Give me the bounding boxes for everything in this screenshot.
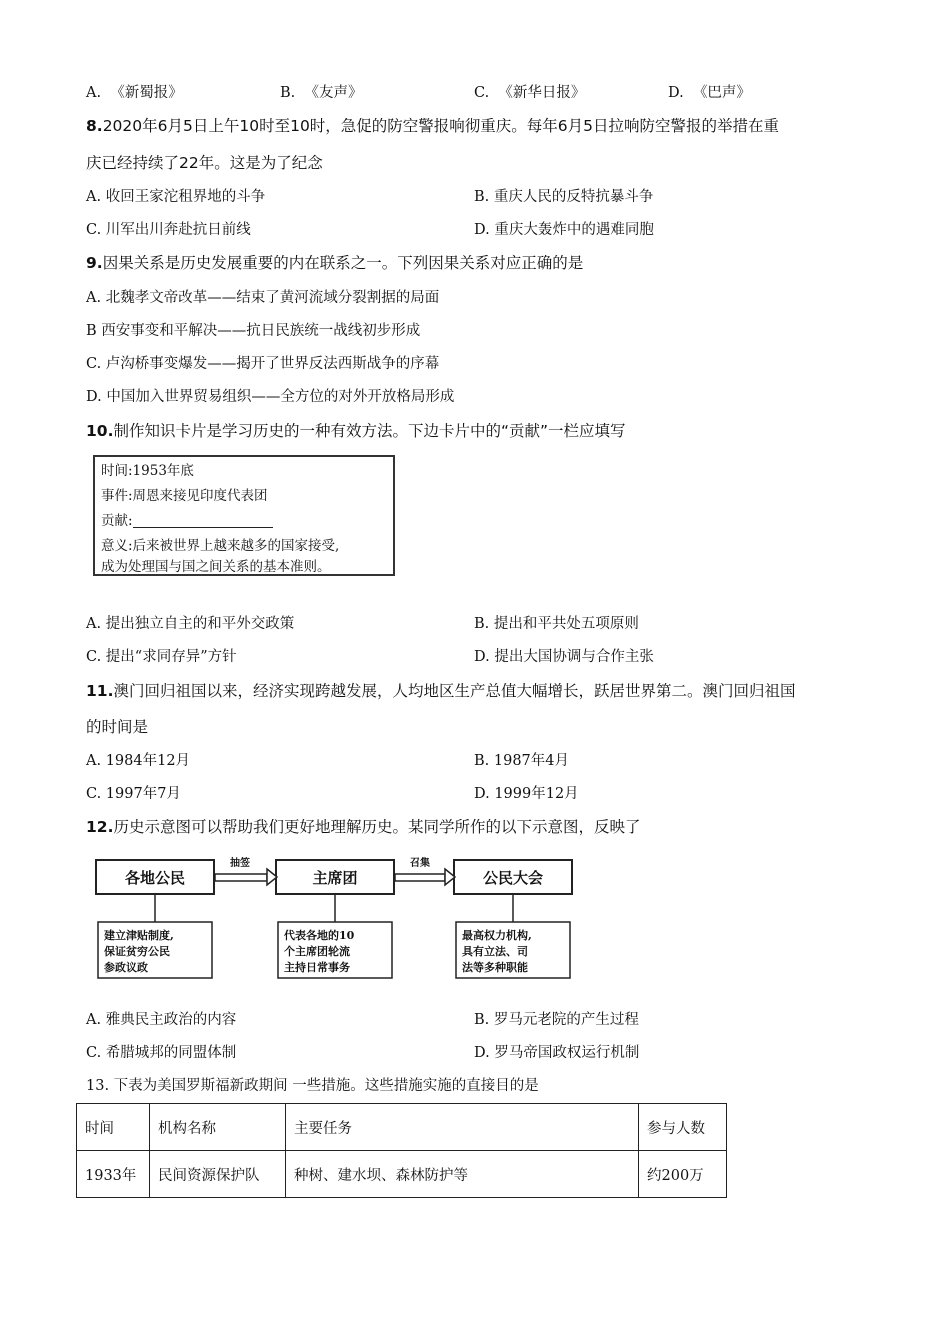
card-contribution-blank (133, 513, 273, 528)
note3-line3: 法等多种职能 (462, 961, 528, 974)
q10-option-c: C. 提出“求同存异”方针 (86, 649, 237, 665)
q9-option-a: A. 北魏孝文帝改革——结束了黄河流域分裂割据的局面 (86, 290, 440, 306)
q8-option-b: B. 重庆人民的反特抗暴斗争 (474, 189, 654, 205)
table-cell: 1933年 (77, 1151, 150, 1198)
q10-stem (86, 419, 626, 441)
q7-option-d (668, 81, 751, 102)
q8-option-a: A. 收回王家沱租界地的斗争 (86, 189, 266, 205)
q9-option-c: C. 卢沟桥事变爆发——揭开了世界反法西斯战争的序幕 (86, 356, 440, 372)
q11-option-a: A. 1984年12月 (86, 753, 191, 769)
note2-line3: 主持日常事务 (284, 961, 350, 974)
card-event: 事件:周恩来接见印度代表团 (101, 488, 268, 504)
q8-option-c: C. 川军出川奔赴抗日前线 (86, 222, 251, 238)
table-row (77, 1151, 727, 1198)
q9-stem (86, 251, 583, 273)
q11-stem-line1 (86, 679, 795, 701)
option-text: 《新华日报》 (498, 85, 586, 101)
q12-option-d: D. 罗马帝国政权运行机制 (474, 1045, 640, 1061)
note3-line1: 最高权力机构, (462, 929, 532, 942)
card-time: 时间:1953年底 (101, 463, 194, 479)
q10-option-d: D. 提出大国协调与合作主张 (474, 649, 654, 665)
arrow-lottery (215, 874, 267, 881)
card-meaning-line1: 意义:后来被世界上越来越多的国家接受, (101, 538, 340, 554)
card-contribution-label: 贡献: (101, 513, 133, 529)
arrow-convene (395, 874, 445, 881)
flow-diagram (90, 852, 600, 982)
note1-line1: 建立津贴制度, (104, 929, 174, 942)
table-header-cell: 主要任务 (286, 1104, 639, 1151)
q12-stem (86, 815, 640, 837)
q8-stem-line2: 庆已经持续了22年。这是为了纪念 (86, 154, 323, 172)
question-number: 9. (86, 254, 103, 272)
question-number: 10. (86, 422, 114, 440)
table-header-cell: 时间 (77, 1104, 150, 1151)
table-header-row (77, 1104, 727, 1151)
q7-option-c (474, 81, 585, 102)
question-text: 历史示意图可以帮助我们更好地理解历史。某同学所作的以下示意图，反映了 (113, 818, 641, 836)
q7-option-b (280, 81, 362, 102)
q12-option-a: A. 雅典民主政治的内容 (86, 1012, 237, 1028)
option-text: 《巴声》 (692, 85, 751, 101)
question-text: 2020年6月5日上午10时至10时，急促的防空警报响彻重庆。每年6月5日拉响防空警报的举措在重 (102, 117, 780, 135)
option-letter: C. (474, 85, 490, 101)
card-contribution (101, 509, 387, 534)
q11-option-c: C. 1997年7月 (86, 786, 181, 802)
table-cell: 种树、建水坝、森林防护等 (286, 1151, 639, 1198)
q8-stem-line1 (86, 114, 779, 136)
question-number: 11. (86, 682, 114, 700)
note1-line2: 保证贫穷公民 (104, 945, 170, 958)
note2-line1: 代表各地的10 (284, 929, 355, 942)
note2-line2: 个主席团轮流 (284, 945, 350, 958)
card-meaning-line2: 成为处理国与国之间关系的基本准则。 (101, 559, 331, 575)
question-text: 澳门回归祖国以来，经济实现跨越发展，人均地区生产总值大幅增长，跃居世界第二。澳门回归祖国 (113, 682, 796, 700)
question-number: 8. (86, 117, 103, 135)
q12-option-c: C. 希腊城邦的同盟体制 (86, 1045, 237, 1061)
q12-option-b: B. 罗马元老院的产生过程 (474, 1012, 639, 1028)
q10-option-b: B. 提出和平共处五项原则 (474, 616, 639, 632)
knowledge-card (93, 455, 395, 576)
option-letter: A. (86, 85, 102, 101)
box-presidium-label: 主席团 (312, 869, 358, 887)
q7-option-a (86, 81, 183, 102)
table-header-cell: 参与人数 (639, 1104, 727, 1151)
note1-line3: 参政议政 (104, 961, 148, 974)
question-text: 制作知识卡片是学习历史的一种有效方法。下边卡片中的“贡献”一栏应填写 (113, 422, 626, 440)
q8-option-d: D. 重庆大轰炸中的遇难同胞 (474, 222, 654, 238)
q11-option-d: D. 1999年12月 (474, 786, 579, 802)
option-text: 《友声》 (304, 85, 363, 101)
q9-option-d: D. 中国加入世界贸易组织——全方位的对外开放格局形成 (86, 389, 455, 405)
q9-option-b: B 西安事变和平解决——抗日民族统一战线初步形成 (86, 323, 421, 339)
q11-option-b: B. 1987年4月 (474, 753, 570, 769)
option-letter: B. (280, 85, 296, 101)
table-header-cell: 机构名称 (150, 1104, 286, 1151)
box-assembly-label: 公民大会 (482, 869, 544, 887)
arrow-lottery-label: 抽签 (230, 858, 250, 869)
q11-stem-line2: 的时间是 (86, 718, 149, 736)
box-citizens-label: 各地公民 (124, 869, 186, 887)
option-text: 《新蜀报》 (110, 85, 183, 101)
q13-stem: 13. 下表为美国罗斯福新政期间 一些措施。这些措施实施的直接目的是 (86, 1078, 539, 1094)
question-number: 12. (86, 818, 114, 836)
note3-line2: 具有立法、司 (462, 945, 528, 958)
table-cell: 约200万 (639, 1151, 727, 1198)
q13-table (76, 1103, 727, 1198)
arrow-convene-label: 召集 (410, 858, 430, 869)
option-letter: D. (668, 85, 684, 101)
table-cell: 民间资源保护队 (150, 1151, 286, 1198)
q10-option-a: A. 提出独立自主的和平外交政策 (86, 616, 295, 632)
question-text: 因果关系是历史发展重要的内在联系之一。下列因果关系对应正确的是 (102, 254, 584, 272)
